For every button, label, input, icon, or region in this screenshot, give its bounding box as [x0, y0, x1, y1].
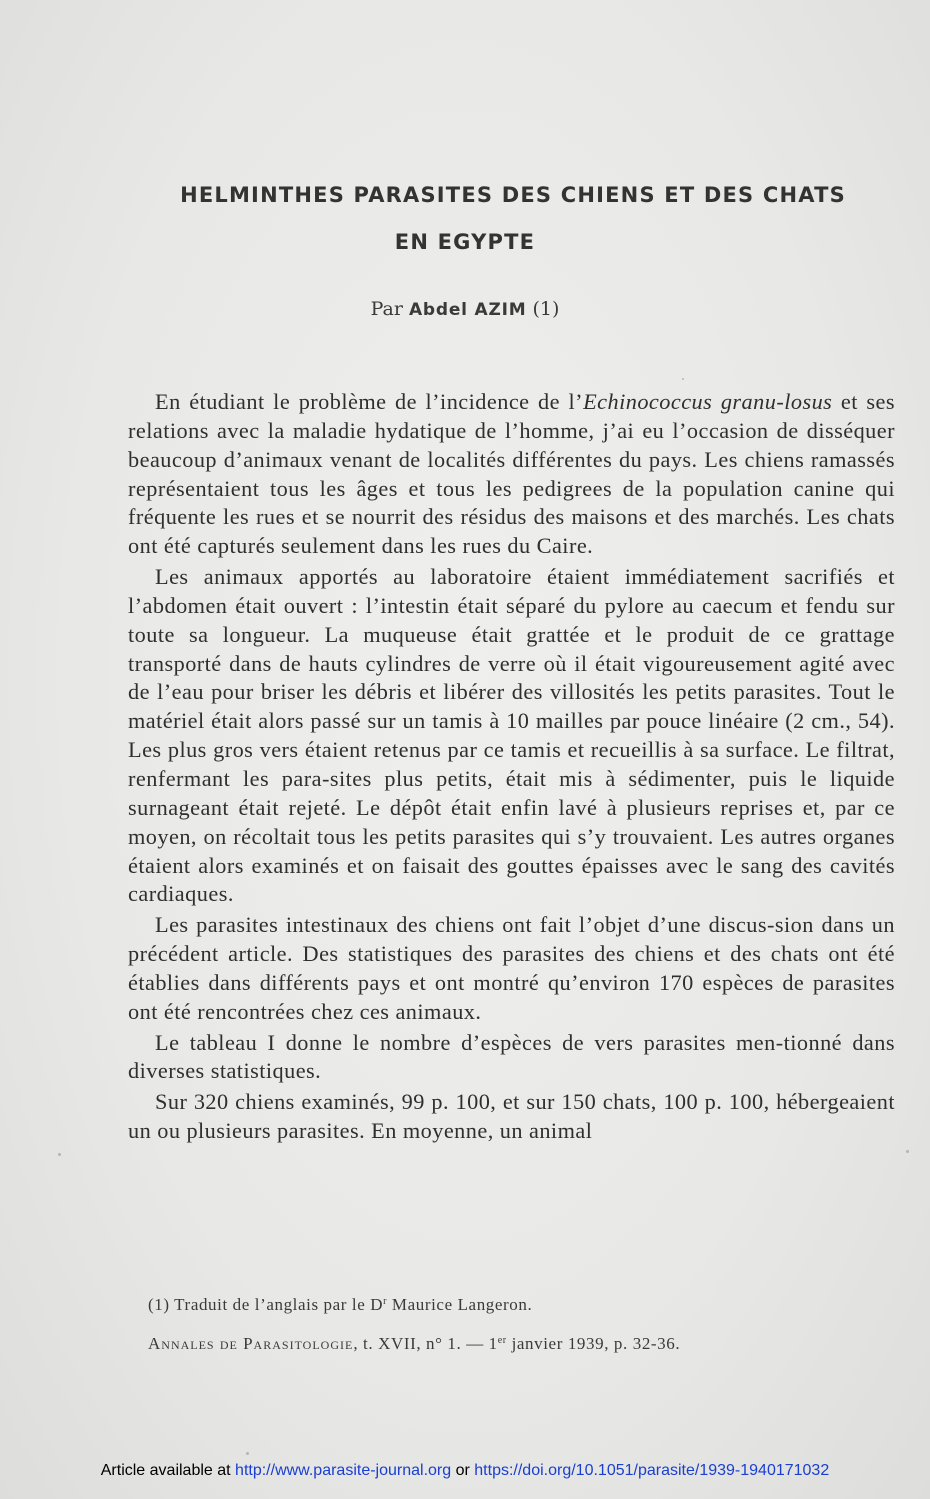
- author-name: Abdel AZIM: [408, 300, 527, 320]
- scan-speck: [682, 378, 684, 380]
- journal-citation: [148, 1334, 680, 1354]
- byline-prefix: Par: [370, 298, 403, 320]
- paragraph-1: [128, 388, 895, 561]
- doi-link[interactable]: https://doi.org/10.1051/parasite/1939-1940171032: [474, 1462, 830, 1479]
- scan-speck: [906, 1150, 909, 1153]
- paragraph-5: Sur 320 chiens examinés, 99 p. 100, et sur 150 chats, 100 p. 100, hébergeaient un ou plusieurs parasites. En moyenne, un animal: [128, 1089, 895, 1144]
- availability-banner: [0, 1462, 930, 1480]
- article-title-line-1: HELMINTHES PARASITES DES CHIENS ET DES CHATS: [180, 183, 846, 207]
- footnote: [148, 1295, 532, 1315]
- journal-name: Annales de Parasitologie: [148, 1334, 354, 1353]
- byline: [0, 298, 930, 320]
- footnote-suffix: Maurice Langeron.: [387, 1295, 533, 1314]
- article-title-line-2: EN EGYPTE: [394, 230, 536, 254]
- article-body: [128, 388, 895, 1148]
- availability-prefix: Article available at: [100, 1462, 236, 1479]
- paragraph-4: Le tableau I donne le nombre d’espèces de vers parasites men-tionné dans diverses statistiques.: [128, 1029, 895, 1084]
- species-name: Echinococcus granu-losus: [583, 389, 833, 414]
- scan-speck: [246, 1452, 249, 1455]
- footnote-reference: (1): [532, 298, 560, 320]
- footnote-superscript: r: [383, 1296, 388, 1307]
- citation-details-end: janvier 1939, p. 32-36.: [506, 1334, 681, 1353]
- scan-speck: [58, 1153, 61, 1156]
- paragraph-2: Les animaux apportés au laboratoire étaient immédiatement sacrifiés et l’abdomen était ouvert : l’intestin était séparé du pylore au caecum et fendu sur toute sa longueur. La muqueuse était grattée et le produit de ce grattage transporté dans de hauts cylindres de verre où il était vigoureusement agité avec de l’eau pour briser les débris et libérer des villosités les petits parasites. Tout le matériel était alors passé sur un tamis à 10 mailles par pouce linéaire (2 cm., 54). Les plus gros vers étaient retenus par ce tamis et recueillis à sa surface. Le filtrat, renfermant les para-sites plus petits, était mis à sédimenter, puis le liquide surnageant était rejeté. Le dépôt était enfin lavé à plusieurs reprises et, par ce moyen, on récoltait tous les petits parasites qui s’y trouvaient. Les autres organes étaient alors examinés et on faisait des gouttes épaisses avec le sang des cavités cardiaques.: [128, 564, 895, 907]
- paragraph-1-rest: et ses relations avec la maladie hydatique de l’homme, j’ai eu l’occasion de disséquer beaucoup d’animaux venant de localités différentes du pays. Les chiens ramassés représentaient tous les âges et tous les pedigrees de la population canine qui fréquente les rues et se nourrit des résidus des maisons et des marchés. Les chats ont été capturés seulement dans les rues du Caire.: [128, 389, 895, 559]
- citation-superscript: er: [497, 1335, 507, 1346]
- journal-website-link[interactable]: http://www.parasite-journal.org: [235, 1462, 452, 1479]
- paragraph-3: Les parasites intestinaux des chiens ont fait l’objet d’une discus-sion dans un précédent article. Des statistiques des parasites des chiens et des chats ont été établies dans différents pays et ont montré qu’environ 170 espèces de parasites ont été rencontrées chez ces animaux.: [128, 912, 895, 1024]
- citation-details-start: , t. XVII, n° 1. — 1: [353, 1334, 498, 1353]
- footnote-prefix: (1) Traduit de l’anglais par le D: [148, 1295, 384, 1314]
- availability-separator: or: [451, 1462, 475, 1479]
- paragraph-1-start: En étudiant le problème de l’incidence de l’: [155, 389, 584, 414]
